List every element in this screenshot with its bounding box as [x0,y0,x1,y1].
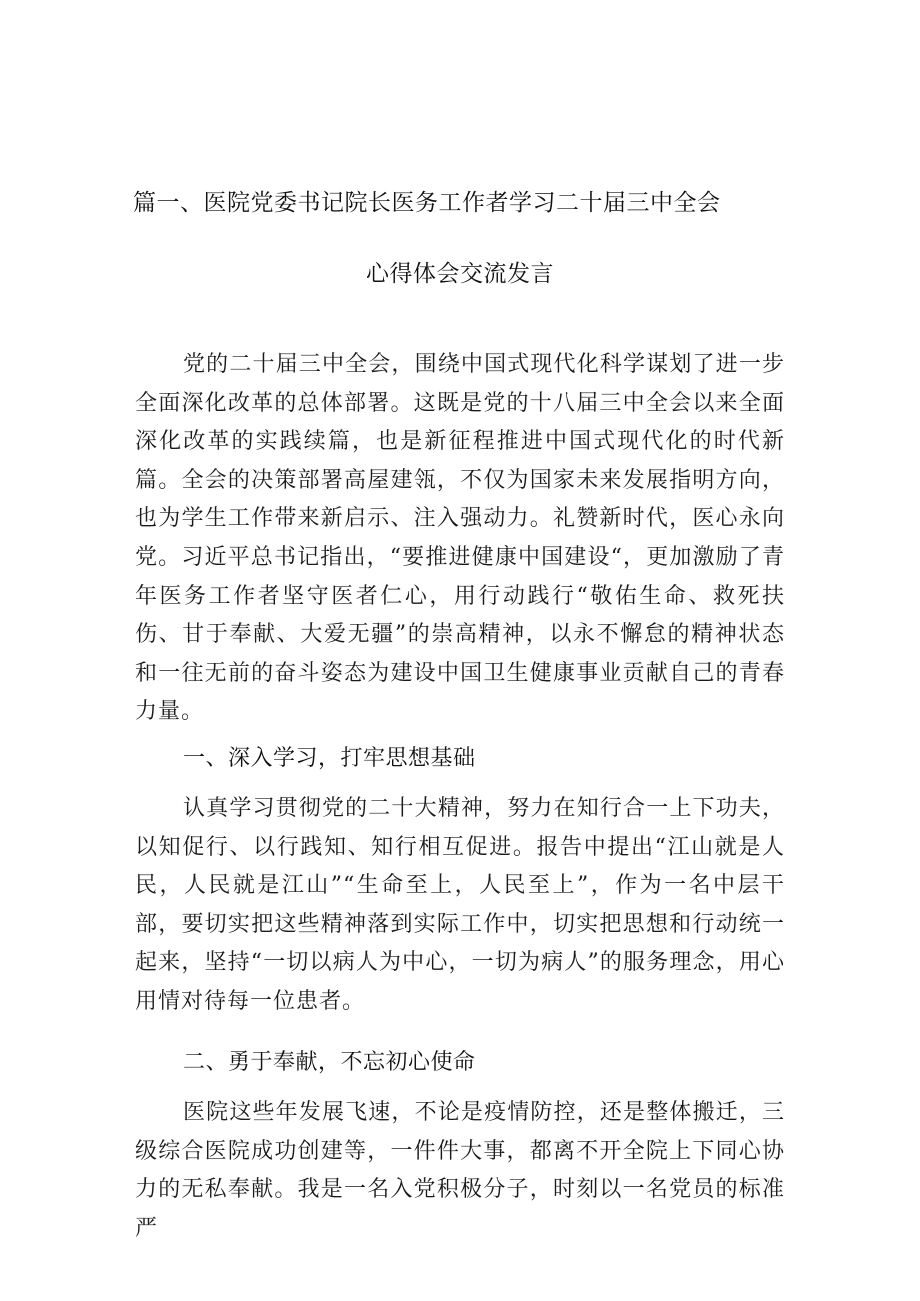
section-heading-2: 二、勇于奉献，不忘初心使命 [183,1050,476,1075]
document-title-line-2: 心得体会交流发言 [366,261,554,287]
section-heading-1: 一、深入学习，打牢思想基础 [183,746,476,771]
body-paragraph-2: 认真学习贯彻党的二十大精神，努力在知行合一上下功夫，以知促行、以行践知、知行相互促进。报告中提出“江山就是人民，人民就是江山”“生命至上，人民至上”，作为一名中层干部，要切实把这些精神落到实际工作中，切实把思想和行动统一起来，坚持“一切以病人为中心，一切为病人”的服务理念，用心用情对待每一位患者。 [135,796,785,1014]
body-paragraph-3: 医院这些年发展飞速，不论是疫情防控，还是整体搬迁，三级综合医院成功创建等，一件件大事，都离不开全院上下同心协力的无私奉献。我是一名入党积极分子，时刻以一名党员的标准严 [135,1100,785,1241]
document-title-line-1: 篇一、医院党委书记院长医务工作者学习二十届三中全会 [133,190,721,216]
body-paragraph-1: 党的二十届三中全会，围绕中国式现代化科学谋划了进一步全面深化改革的总体部署。这既是党的十八届三中全会以来全面深化改革的实践续篇，也是新征程推进中国式现代化的时代新篇。全会的决策部署高屋建瓴，不仅为国家未来发展指明方向，也为学生工作带来新启示、注入强动力。礼赞新时代，医心永向党。习近平总书记指出，“要推进健康中国建设“，更加激励了青年医务工作者坚守医者仁心，用行动践行“敬佑生命、救死扶伤、甘于奉献、大爱无疆”的崇高精神，以永不懈怠的精神状态和一往无前的奋斗姿态为建设中国卫生健康事业贡献自己的青春力量。 [135,352,785,725]
